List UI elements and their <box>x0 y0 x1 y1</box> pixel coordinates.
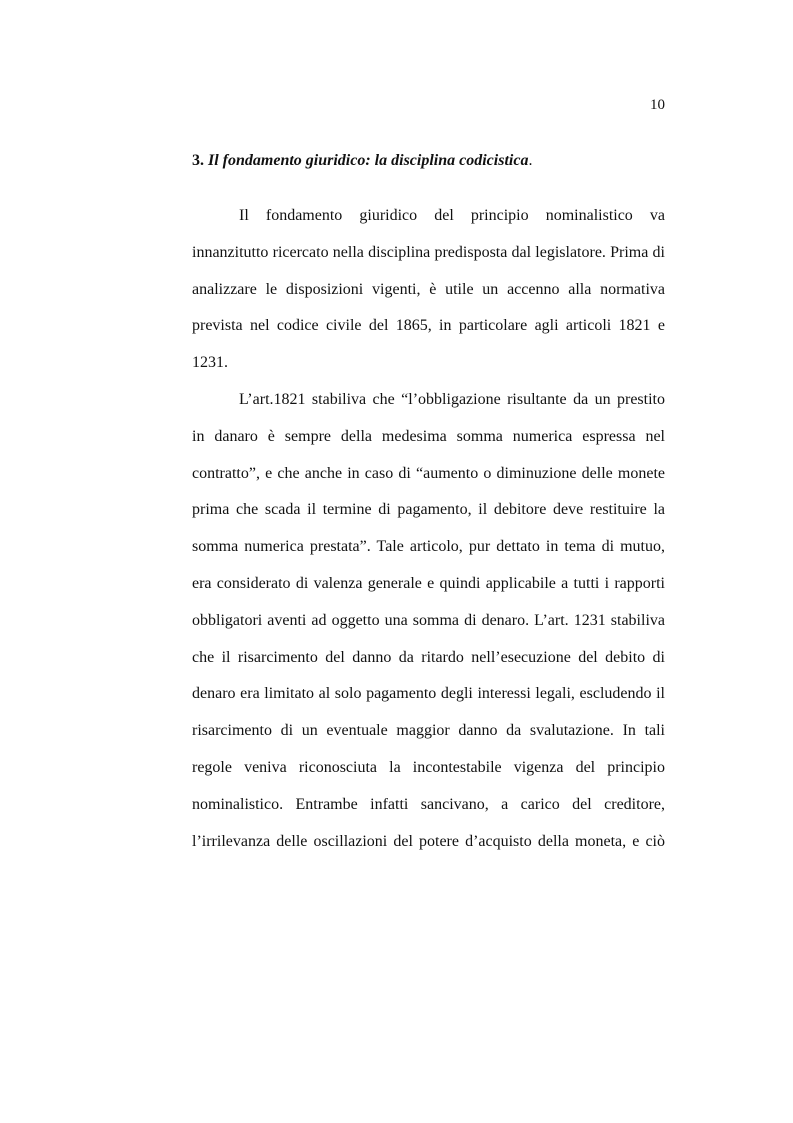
section-title-end: . <box>528 152 533 169</box>
body-line: nominalistico. Entrambe infatti sancivano, a carico del creditore, <box>192 795 665 813</box>
body-line: somma numerica prestata”. Tale articolo, pur dettato in tema di mutuo, <box>192 538 665 556</box>
body-line: prevista nel codice civile del 1865, in particolare agli articoli 1821 e <box>192 317 665 335</box>
body-line: obbligatori aventi ad oggetto una somma di denaro. L’art. 1231 stabiliva <box>192 611 665 629</box>
body-line: L’art.1821 stabiliva che “l’obbligazione risultante da un prestito <box>239 390 665 408</box>
page-number: 10 <box>650 97 665 113</box>
body-line: regole veniva riconosciuta la incontestabile vigenza del principio <box>192 758 665 776</box>
body-text <box>192 198 665 860</box>
body-line: prima che scada il termine di pagamento, il debitore deve restituire la <box>192 501 665 519</box>
section-title: Il fondamento giuridico: la disciplina codicistica <box>208 152 529 169</box>
body-line: 1231. <box>192 354 228 372</box>
body-line: innanzitutto ricercato nella disciplina predisposta dal legislatore. Prima di <box>192 243 665 261</box>
body-line: era considerato di valenza generale e quindi applicabile a tutti i rapporti <box>192 574 665 592</box>
body-line: analizzare le disposizioni vigenti, è utile un accenno alla normativa <box>192 280 665 298</box>
body-line: contratto”, e che anche in caso di “aumento o diminuzione delle monete <box>192 464 665 482</box>
body-line: l’irrilevanza delle oscillazioni del potere d’acquisto della moneta, e ciò <box>192 832 665 850</box>
section-heading <box>192 151 672 171</box>
body-line: denaro era limitato al solo pagamento degli interessi legali, escludendo il <box>192 685 665 703</box>
body-line: in danaro è sempre della medesima somma numerica espressa nel <box>192 427 665 445</box>
section-number: 3. <box>192 152 204 169</box>
body-line: Il fondamento giuridico del principio nominalistico va <box>239 207 665 224</box>
body-line: che il risarcimento del danno da ritardo nell’esecuzione del debito di <box>192 648 665 666</box>
body-line: risarcimento di un eventuale maggior danno da svalutazione. In tali <box>192 722 665 740</box>
